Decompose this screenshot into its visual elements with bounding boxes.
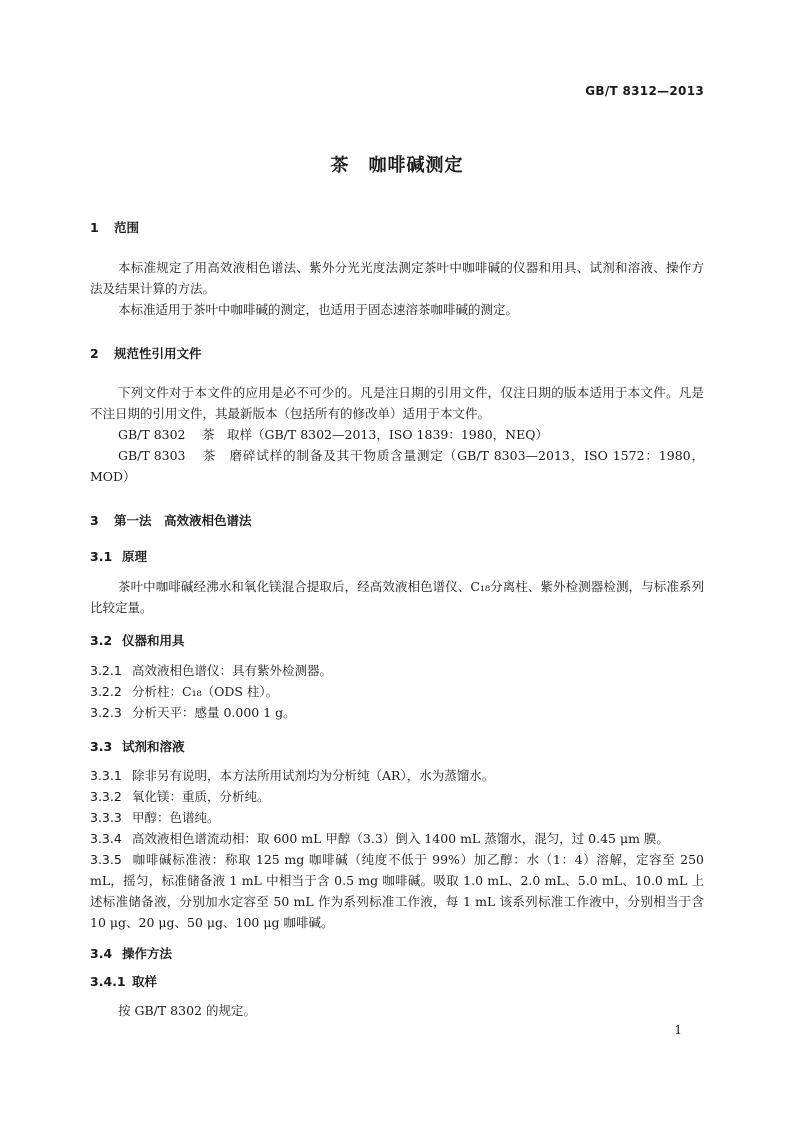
section-1-paragraph-1: 本标准规定了用高效液相色谱法、紫外分光光度法测定茶叶中咖啡碱的仪器和用具、试剂和溶液、操作方法及结果计算的方法。 xyxy=(90,260,704,296)
document-title: 茶 咖啡碱测定 xyxy=(330,155,464,176)
section-title: 规范性引用文件 xyxy=(114,346,202,361)
section-title: 范围 xyxy=(114,220,140,235)
section-number: 3.1 xyxy=(90,549,113,564)
item-number: 3.3.2 xyxy=(90,789,122,804)
normative-reference-2 xyxy=(90,445,704,487)
section-number: 3.4 xyxy=(90,946,113,961)
section-3-1-heading xyxy=(90,547,147,565)
section-title: 试剂和溶液 xyxy=(122,739,185,754)
item-number: 3.2.3 xyxy=(90,705,122,720)
item-3-3-4 xyxy=(90,828,704,849)
item-text: 甲醇：色谱纯。 xyxy=(132,810,220,825)
item-text: 氧化镁：重质，分析纯。 xyxy=(132,789,270,804)
section-number: 3.3 xyxy=(90,739,113,754)
normative-reference-1 xyxy=(118,424,548,445)
section-number: 3.4.1 xyxy=(90,974,126,989)
section-title: 仪器和用具 xyxy=(122,633,185,648)
item-3-3-3 xyxy=(90,807,704,828)
reference-text: 茶 取样（GB/T 8302—2013，ISO 1839：1980，NEQ） xyxy=(202,427,548,442)
page-number: 1 xyxy=(674,1023,682,1037)
section-title: 操作方法 xyxy=(122,946,173,961)
item-number: 3.3.3 xyxy=(90,810,122,825)
item-number: 3.3.4 xyxy=(90,831,122,846)
item-3-2-3 xyxy=(90,702,704,723)
section-2-paragraph-1: 下列文件对于本文件的应用是必不可少的。凡是注日期的引用文件，仅注日期的版本适用于本文件。凡是不注日期的引用文件，其最新版本（包括所有的修改单）适用于本文件。 xyxy=(90,385,704,421)
item-3-3-1 xyxy=(90,765,704,786)
section-title: 第一法 高效液相色谱法 xyxy=(114,513,252,528)
section-2-heading xyxy=(90,344,202,362)
section-title: 取样 xyxy=(132,974,158,989)
item-text: 咖啡碱标准液：称取 125 mg 咖啡碱（纯度不低于 99%）加乙醇：水（1：4）溶解，定容至 250 mL，摇匀，标准储备液 1 mL 中相当于含 0.5 mg 咖啡碱。吸取 1.0 mL、2.0 mL、5.0 mL、10.0 mL 上述标准储备液，分别加水定容至 50 mL 作为系列标准工作液，每 1 mL 该系列标准工作液中，分别相当于含 10 μg、20 μg、50 μg、100 μg 咖啡碱。 xyxy=(90,852,704,930)
reference-code: GB/T 8303 xyxy=(118,448,186,463)
item-number: 3.2.1 xyxy=(90,663,122,678)
section-3-2-heading xyxy=(90,631,185,649)
section-3-4-1-paragraph: 按 GB/T 8302 的规定。 xyxy=(118,1003,256,1018)
item-3-3-2 xyxy=(90,786,704,807)
item-number: 3.2.2 xyxy=(90,684,122,699)
section-3-heading xyxy=(90,511,252,529)
standard-code: GB/T 8312—2013 xyxy=(585,84,704,98)
section-1-paragraph-2: 本标准适用于茶叶中咖啡碱的测定，也适用于固态速溶茶咖啡碱的测定。 xyxy=(118,302,519,317)
item-3-2-2 xyxy=(90,681,704,702)
item-text: 分析柱：C₁₈（ODS 柱）。 xyxy=(132,684,279,699)
section-number: 3.2 xyxy=(90,633,113,648)
section-3-4-1-heading xyxy=(90,972,157,990)
reference-text: 茶 磨碎试样的制备及其干物质含量测定（GB/T 8303—2013，ISO 1572：1980，MOD） xyxy=(90,448,704,484)
section-3-3-heading xyxy=(90,737,185,755)
item-3-2-1 xyxy=(90,660,704,681)
item-3-3-5 xyxy=(90,849,704,933)
reference-code: GB/T 8302 xyxy=(118,427,186,442)
item-text: 除非另有说明，本方法所用试剂均为分析纯（AR），水为蒸馏水。 xyxy=(132,768,495,783)
section-title: 原理 xyxy=(122,549,148,564)
section-number: 1 xyxy=(90,220,99,235)
item-number: 3.3.5 xyxy=(90,852,122,867)
section-3-1-paragraph: 茶叶中咖啡碱经沸水和氧化镁混合提取后，经高效液相色谱仪、C₁₈分离柱、紫外检测器检测，与标准系列比较定量。 xyxy=(90,579,704,615)
item-text: 分析天平：感量 0.000 1 g。 xyxy=(132,705,296,720)
section-number: 3 xyxy=(90,513,99,528)
section-3-4-heading xyxy=(90,944,172,962)
item-text: 高效液相色谱仪：具有紫外检测器。 xyxy=(132,663,333,678)
section-1-heading xyxy=(90,218,139,236)
item-text: 高效液相色谱流动相：取 600 mL 甲醇（3.3）倒入 1400 mL 蒸馏水，混匀，过 0.45 μm 膜。 xyxy=(132,831,669,846)
section-number: 2 xyxy=(90,346,99,361)
item-number: 3.3.1 xyxy=(90,768,122,783)
